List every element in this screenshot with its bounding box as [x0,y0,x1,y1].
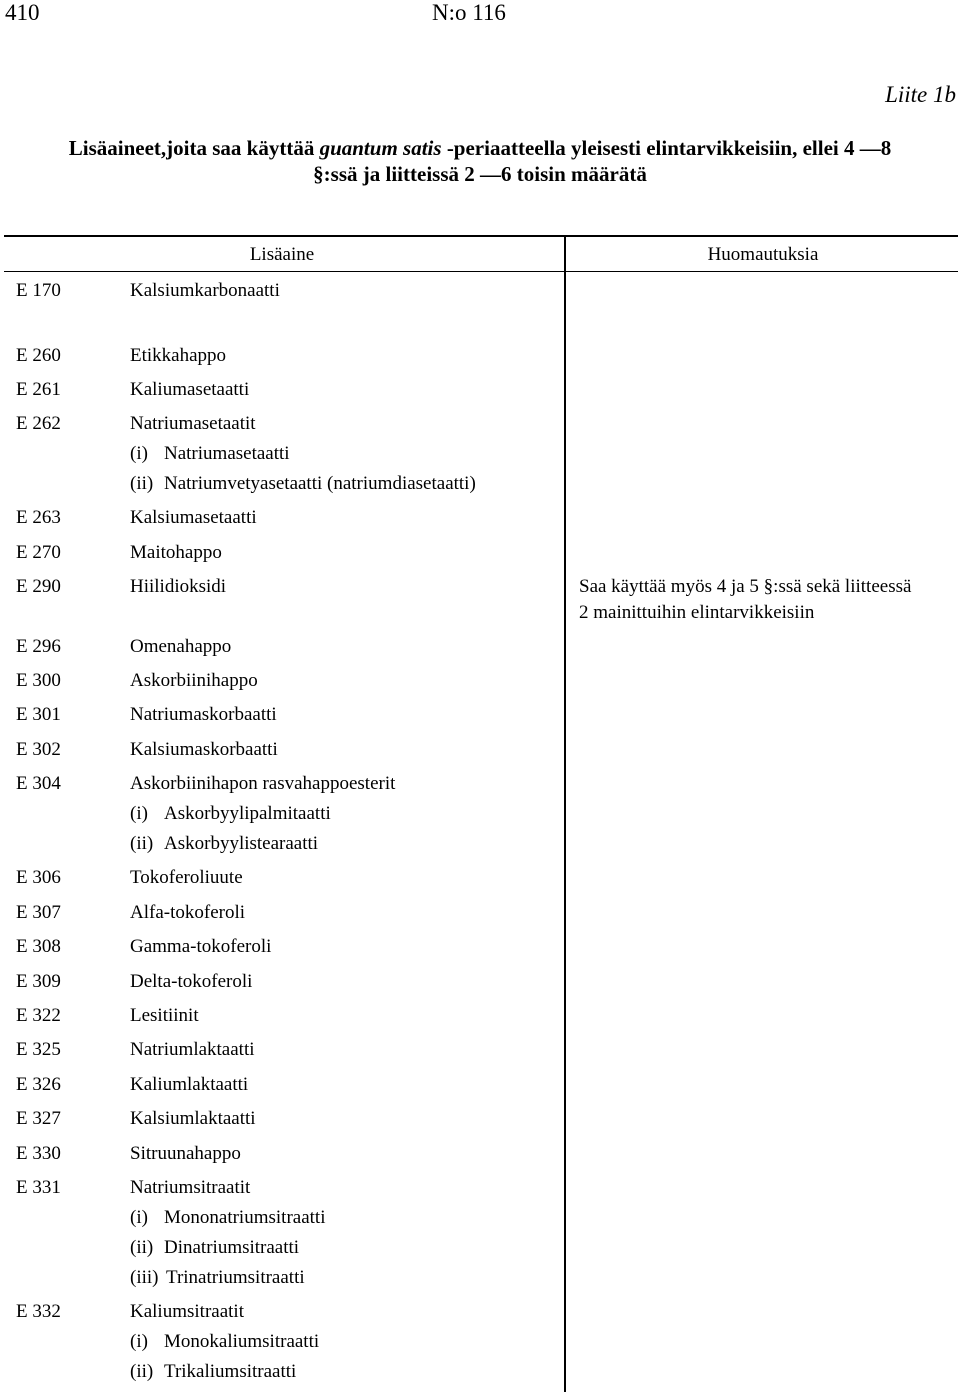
e-code: E 261 [16,379,61,400]
appendix-label: Liite 1b [885,82,956,107]
page-number: 410 [5,0,40,25]
table-top-rule [4,235,958,237]
title-italic: guantum satis [319,136,442,160]
additive-name: Delta-tokoferoli [130,971,253,992]
additive-name: Kaliumlaktaatti [130,1074,249,1095]
column-divider [564,237,566,1392]
additive-name: Kalsiumlaktaatti [130,1108,256,1129]
e-code: E 332 [16,1301,61,1322]
table-header-rule [4,271,958,272]
e-code: E 322 [16,1005,61,1026]
e-code: E 270 [16,542,61,563]
subtype-name: Askorbyylistearaatti [164,833,319,854]
additive-name: Maitohappo [130,542,222,563]
additive-name: Natriumsitraatit [130,1177,251,1198]
column-header-remarks: Huomautuksia [707,244,819,265]
e-code: E 307 [16,902,61,923]
e-code: E 304 [16,773,61,794]
subtype-name: Trinatriumsitraatti [166,1267,305,1288]
e-code: E 170 [16,280,61,301]
subtype-number: (iii) [130,1267,159,1288]
e-code: E 290 [16,576,61,597]
additive-subtype [130,1263,305,1293]
e-code: E 263 [16,507,61,528]
subtype-number: (ii) [130,1361,154,1382]
issue-number: N:o 116 [432,0,506,25]
additive-name: Natriumlaktaatti [130,1039,255,1060]
additive-subtype [130,799,331,829]
subtype-name: Askorbyylipalmitaatti [164,803,331,824]
remark-line: Saa käyttää myös 4 ja 5 §:ssä sekä liitteessä [579,576,912,597]
column-header-substance: Lisäaine [249,244,315,265]
e-code: E 306 [16,867,61,888]
title-part-2: -periaatteella yleisesti elintarvikkeisiin, ellei 4 —8 [441,136,892,160]
additive-name: Natriumaskorbaatti [130,704,277,725]
subtype-number: (ii) [130,1237,154,1258]
subtype-number: (i) [130,1331,148,1352]
e-code: E 330 [16,1143,61,1164]
subtype-name: Dinatriumsitraatti [164,1237,300,1258]
additive-subtype [130,469,476,499]
e-code: E 302 [16,739,61,760]
additive-subtype [130,439,290,469]
subtype-name: Monokaliumsitraatti [164,1331,320,1352]
additive-name: Natriumasetaatit [130,413,256,434]
additive-name: Kalsiumaskorbaatti [130,739,278,760]
subtype-name: Mononatriumsitraatti [164,1207,326,1228]
e-code: E 331 [16,1177,61,1198]
remark [579,574,911,626]
title-line-1 [0,135,960,161]
additive-name: Etikkahappo [130,345,227,366]
subtype-number: (i) [130,443,148,464]
additive-name: Tokoferoliuute [130,867,243,888]
subtype-number: (i) [130,1207,148,1228]
e-code: E 260 [16,345,61,366]
e-code: E 309 [16,971,61,992]
additive-name: Kalsiumasetaatti [130,507,257,528]
additive-name: Sitruunahappo [130,1143,241,1164]
subtype-number: (ii) [130,473,154,494]
document-title [0,135,960,187]
e-code: E 296 [16,636,61,657]
additive-name: Lesitiinit [130,1005,199,1026]
additive-name: Kaliumasetaatti [130,379,250,400]
remark-line: 2 mainittuihin elintarvikkeisiin [579,602,815,623]
additive-name: Omenahappo [130,636,232,657]
subtype-name: Natriumasetaatti [164,443,290,464]
subtype-number: (ii) [130,833,154,854]
title-line-2: §:ssä ja liitteissä 2 —6 toisin määrätä [313,162,647,186]
e-code: E 308 [16,936,61,957]
additive-subtype [130,829,318,859]
additive-name: Hiilidioksidi [130,576,227,597]
additive-name: Kalsiumkarbonaatti [130,280,280,301]
e-code: E 325 [16,1039,61,1060]
e-code: E 262 [16,413,61,434]
additive-name: Kaliumsitraatit [130,1301,244,1322]
e-code: E 301 [16,704,61,725]
additive-subtype [130,1357,296,1387]
additive-name: Gamma-tokoferoli [130,936,272,957]
additive-subtype [130,1233,299,1263]
e-code: E 327 [16,1108,61,1129]
additive-name: Askorbiinihappo [130,670,258,691]
additive-subtype [130,1203,325,1233]
subtype-name: Trikaliumsitraatti [164,1361,297,1382]
subtype-name: Natriumvetyasetaatti (natriumdiasetaatti) [164,473,476,494]
additive-name: Alfa-tokoferoli [130,902,246,923]
subtype-number: (i) [130,803,148,824]
e-code: E 300 [16,670,61,691]
e-code: E 326 [16,1074,61,1095]
additive-subtype [130,1327,319,1357]
additive-name: Askorbiinihapon rasvahappoesterit [130,773,396,794]
title-part-1: Lisäaineet,joita saa käyttää [68,136,320,160]
